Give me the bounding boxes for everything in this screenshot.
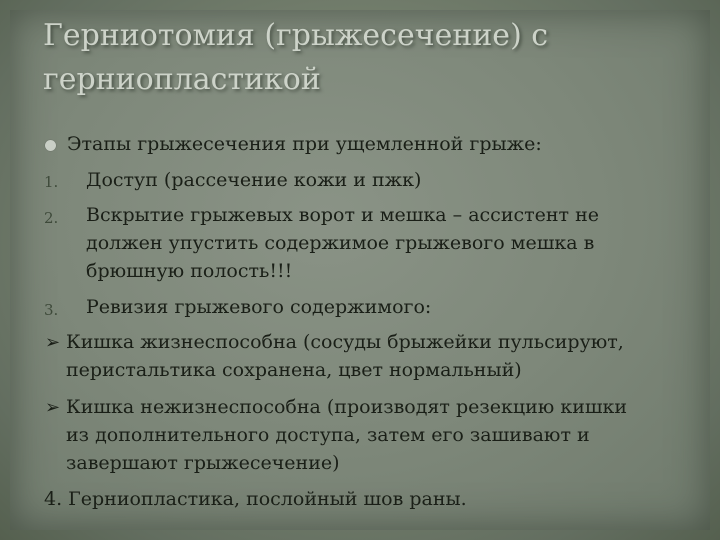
slide-title: Герниотомия (грыжесечение) с герниопластикой bbox=[43, 18, 549, 97]
step2-marker: 2. bbox=[44, 209, 59, 227]
nonviable-text-line1: Кишка нежизнеспособна (производят резекцию кишки bbox=[66, 396, 628, 418]
step1-marker: 1. bbox=[44, 173, 59, 191]
arrow-bullet-icon: ➢ bbox=[45, 332, 61, 353]
step2-text-line3: брюшную полость!!! bbox=[86, 260, 293, 282]
arrow-bullet-icon: ➢ bbox=[45, 397, 61, 418]
viable-text-line1: Кишка жизнеспособна (сосуды брыжейки пульсируют, bbox=[66, 331, 624, 353]
step2-text-line1: Вскрытие грыжевых ворот и мешка – ассистент не bbox=[86, 204, 600, 226]
step1-text: Доступ (рассечение кожи и пжк) bbox=[86, 169, 422, 191]
nonviable-text-line2: из дополнительного доступа, затем его зашивают и bbox=[66, 424, 590, 446]
step3-marker: 3. bbox=[44, 301, 59, 319]
step2-text-line2: должен упустить содержимое грыжевого мешка в bbox=[86, 232, 595, 254]
nonviable-text-line3: завершают грыжесечение) bbox=[66, 452, 340, 474]
bullet-dot-icon bbox=[45, 140, 56, 151]
step4-text: 4. Герниопластика, послойный шов раны. bbox=[44, 488, 467, 510]
viable-text-line2: перистальтика сохранена, цвет нормальный) bbox=[66, 359, 522, 381]
step3-text: Ревизия грыжевого содержимого: bbox=[86, 296, 432, 318]
intro-text: Этапы грыжесечения при ущемленной грыже: bbox=[67, 133, 542, 155]
